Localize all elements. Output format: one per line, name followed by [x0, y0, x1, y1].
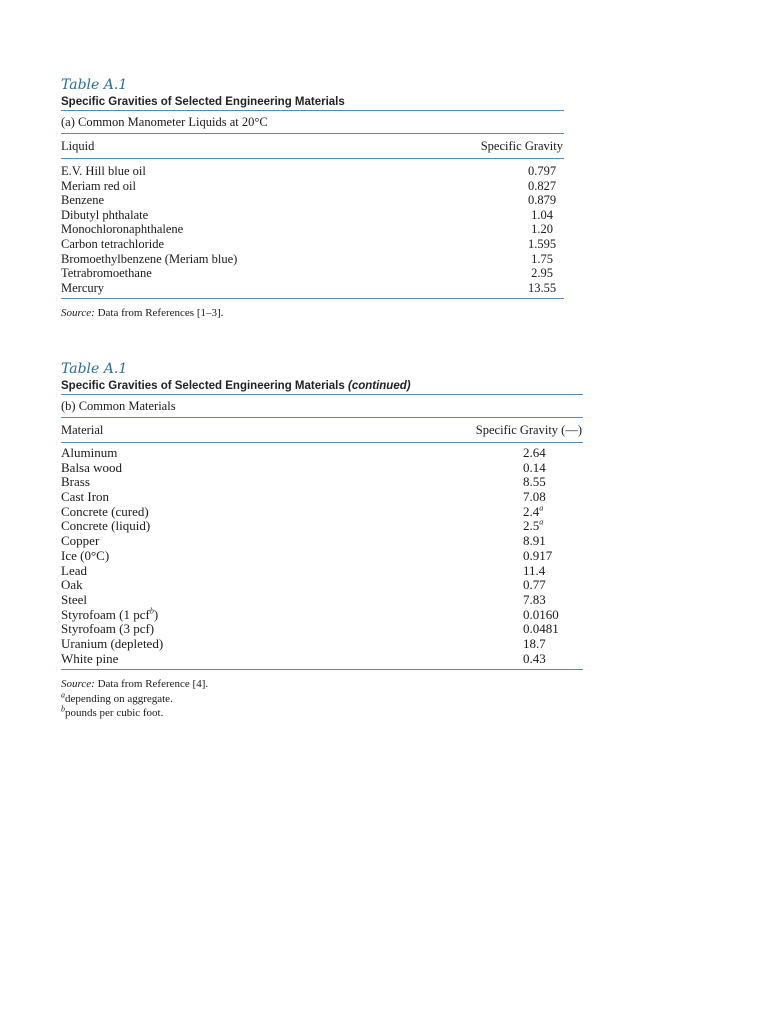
- table-row: [61, 549, 583, 564]
- row-value: 0.43: [523, 650, 546, 666]
- row-name: Concrete (cured): [61, 503, 149, 519]
- footnote-mark: a: [539, 518, 544, 528]
- row-value: 8.91: [523, 533, 546, 549]
- row-value: 0.77: [523, 577, 546, 593]
- column-header-name: Material: [61, 423, 104, 437]
- table-number: Table A.1: [61, 77, 128, 93]
- row-value: 8.55: [523, 474, 546, 490]
- row-value: 0.797: [527, 164, 557, 178]
- table-row: [61, 222, 564, 237]
- table-row: [61, 652, 583, 667]
- source-text: Data from Reference [4].: [97, 678, 209, 691]
- table-row: [61, 193, 564, 208]
- table-row: [61, 164, 564, 179]
- table-row: [61, 237, 564, 252]
- table-footnote: [61, 677, 583, 721]
- footnote-a: [61, 692, 583, 707]
- row-name: Balsa wood: [61, 459, 123, 475]
- row-value: 0.14: [523, 459, 546, 475]
- row-value-with-note: [523, 519, 583, 534]
- row-value: 2.64: [523, 445, 546, 460]
- row-value: 2.4: [523, 503, 540, 519]
- table-row: [61, 564, 583, 579]
- row-name: Benzene: [61, 193, 105, 208]
- table-row: [61, 534, 583, 549]
- row-name: Ice (0°C): [61, 547, 110, 563]
- row-value: 1.75: [531, 251, 553, 266]
- row-value: 0.827: [527, 178, 557, 193]
- column-header-name: Liquid: [61, 139, 95, 153]
- row-name: Mercury: [61, 280, 105, 295]
- table-number: Table A.1: [61, 361, 128, 377]
- row-value: 0.879: [527, 193, 557, 208]
- row-value: 7.83: [523, 591, 546, 607]
- row-name: Aluminum: [61, 445, 118, 460]
- rule-bottom: [61, 298, 564, 299]
- footnote-text: pounds per cubic foot.: [65, 707, 164, 720]
- table-a-manometer-liquids: [61, 76, 564, 321]
- table-row: [61, 608, 583, 623]
- footnote-b: [61, 706, 583, 721]
- row-name: Monochloronaphthalene: [61, 222, 184, 237]
- table-subtitle: (b) Common Materials: [61, 399, 176, 413]
- row-value: 2.95: [531, 266, 553, 281]
- row-name-with-note: [61, 608, 158, 623]
- table-footnote: [61, 306, 564, 321]
- source-text: Data from References [1–3].: [97, 307, 224, 320]
- row-value: 11.4: [523, 562, 546, 578]
- table-title: [61, 378, 583, 394]
- table-row: [61, 519, 583, 534]
- row-name: White pine: [61, 650, 119, 666]
- column-header-row: [61, 418, 583, 442]
- row-name: Cast Iron: [61, 489, 110, 505]
- table-row: [61, 490, 583, 505]
- row-name: Concrete (liquid): [61, 518, 151, 534]
- row-name: Steel: [61, 591, 87, 607]
- footnote-mark: b: [61, 704, 65, 714]
- table-b-common-materials: [61, 360, 583, 721]
- row-value: 1.20: [531, 222, 553, 237]
- row-name: Tetrabromoethane: [61, 266, 152, 281]
- row-name: Meriam red oil: [61, 178, 136, 193]
- table-body: [61, 159, 564, 298]
- column-header-row: [61, 134, 564, 158]
- table-row: [61, 281, 564, 296]
- row-name: Dibutyl phthalate: [61, 207, 149, 222]
- table-row: [61, 622, 583, 637]
- row-value: 18.7: [523, 635, 546, 651]
- footnote-text: depending on aggregate.: [65, 692, 173, 705]
- table-title: Specific Gravities of Selected Engineering Materials: [61, 96, 345, 108]
- table-row: [61, 578, 583, 593]
- table-row: [61, 461, 583, 476]
- table-title-continued: (continued): [347, 380, 411, 392]
- row-name: Lead: [61, 562, 87, 578]
- table-row: [61, 252, 564, 267]
- row-value: 13.55: [527, 280, 557, 295]
- table-row: [61, 208, 564, 223]
- row-value: 0.917: [523, 547, 553, 563]
- table-row: [61, 637, 583, 652]
- footnote-mark: a: [539, 503, 544, 513]
- source-line: [61, 677, 583, 692]
- rule-bottom: [61, 669, 583, 670]
- table-row: [61, 475, 583, 490]
- footnote-mark: a: [61, 690, 65, 700]
- row-value: 2.5: [523, 518, 540, 534]
- source-label: Source:: [61, 678, 95, 691]
- table-row: [61, 266, 564, 281]
- table-row: [61, 446, 583, 461]
- table-row: [61, 179, 564, 194]
- column-header-value: Specific Gravity: [480, 139, 563, 153]
- row-name-end: ): [153, 606, 159, 622]
- row-value: 0.0481: [523, 621, 559, 637]
- table-row: [61, 593, 583, 608]
- row-name: E.V. Hill blue oil: [61, 164, 146, 178]
- row-name: Brass: [61, 474, 90, 490]
- table-row: [61, 505, 583, 520]
- row-value: 0.0160: [523, 606, 559, 622]
- table-subtitle: (a) Common Manometer Liquids at 20°C: [61, 115, 268, 129]
- row-name: Uranium (depleted): [61, 635, 164, 651]
- row-name: Styrofoam (1 pcf: [61, 606, 150, 622]
- table-body: [61, 443, 583, 669]
- column-header-value: Specific Gravity (—): [475, 423, 582, 437]
- row-name: Oak: [61, 577, 83, 593]
- row-name: Carbon tetrachloride: [61, 236, 165, 251]
- row-name: Copper: [61, 533, 100, 549]
- row-name: Bromoethylbenzene (Meriam blue): [61, 251, 238, 266]
- row-value: 1.595: [527, 236, 557, 251]
- source-label: Source:: [61, 307, 95, 320]
- row-value: 1.04: [531, 207, 553, 222]
- footnote-mark: b: [149, 606, 154, 616]
- table-title-text: Specific Gravities of Selected Engineering Materials: [61, 380, 345, 392]
- row-name: Styrofoam (3 pcf): [61, 621, 155, 637]
- row-value: 7.08: [523, 489, 546, 505]
